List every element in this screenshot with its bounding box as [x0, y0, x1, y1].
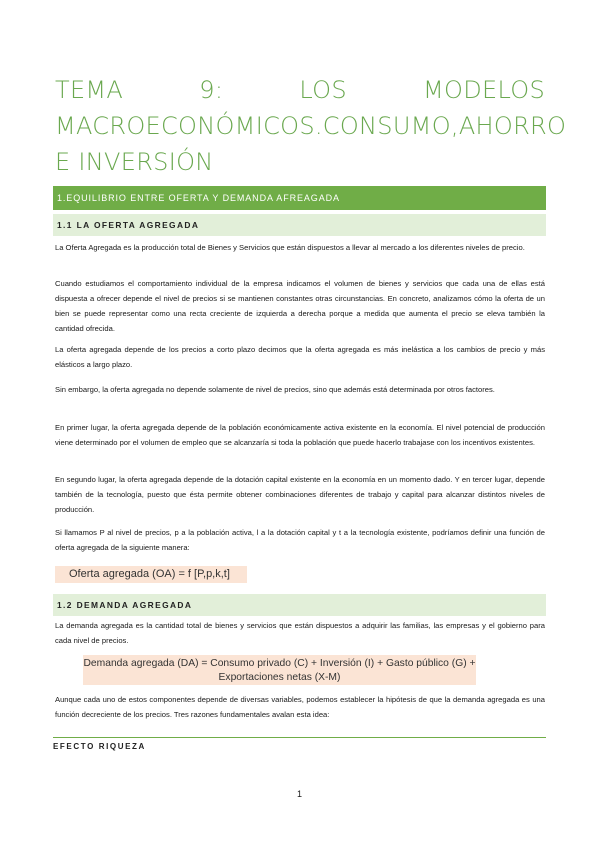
paragraph: Cuando estudiamos el comportamiento individual de la empresa indicamos el volumen de bienes y servicios que cada una de ellas está dispuesta a ofrecer depende el nivel de precios si se mantienen constantes otras circunstancias. En concreto, analizamos cómo la oferta de un bien se puede representar como una recta creciente de izquierda a derecha porque a medida que aumenta el precio se eleva también la cantidad ofrecida. — [55, 279, 545, 333]
paragraph: Si llamamos P al nivel de precios, p a la población activa, l a la dotación capital y t a la tecnología existente, podríamos definir una función de oferta agregada de la siguiente manera: — [55, 528, 545, 552]
title-word: AHORRO — [458, 112, 567, 140]
paragraph: La demanda agregada es la cantidad total de bienes y servicios que están dispuestos a adquirir las familias, las empresas y el gobierno para cada nivel de precios. — [55, 621, 545, 645]
oferta-agregada-formula: Oferta agregada (OA) = f [P,p,k,t] — [55, 566, 247, 583]
demanda-agregada-formula — [83, 655, 476, 685]
title-line-3: E INVERSIÓN — [55, 148, 214, 176]
page-number: 1 — [296, 789, 302, 799]
document-title — [55, 72, 567, 180]
paragraph: La Oferta Agregada es la producción total de Bienes y Servicios que están dispuestos a llevar al mercado a los diferentes niveles de precio. — [55, 243, 525, 252]
title-word: MODELOS — [423, 76, 545, 104]
title-word: CONSUMO, — [322, 112, 459, 140]
title-line-1 — [55, 72, 545, 108]
section-heading-1: 1.EQUILIBRIO ENTRE OFERTA Y DEMANDA AFREAGADA — [53, 186, 546, 210]
paragraph: Aunque cada uno de estos componentes depende de diversas variables, podemos establecer la hipótesis de que la demanda agregada es una función decreciente de los precios. Tres razones fundamentales avalan esta idea: — [55, 695, 545, 719]
paragraph: En segundo lugar, la oferta agregada depende de la dotación capital existente en la economía en un momento dado. Y en tercer lugar, depende también de la tecnología, puesto que ésta permite obtener combinaciones diferentes de trabajo y capital para alcanzar distintos niveles de producción. — [55, 475, 545, 514]
paragraph: La oferta agregada depende de los precios a corto plazo decimos que la oferta agregada es más inelástica a los cambios de precio y más elásticos a largo plazo. — [55, 345, 545, 369]
paragraph: Sin embargo, la oferta agregada no depende solamente de nivel de precios, sino que además está determinada por otros factores. — [55, 385, 495, 394]
title-word: 9: — [199, 76, 224, 104]
subsection-heading-1-1: 1.1 LA OFERTA AGREGADA — [53, 214, 546, 236]
subsection-heading-efecto-riqueza: EFECTO RIQUEZA — [53, 737, 546, 751]
subsection-heading-1-2: 1.2 DEMANDA AGREGADA — [53, 594, 546, 616]
formula-line: Exportaciones netas (X-M) — [218, 672, 341, 683]
title-line-2 — [55, 108, 567, 144]
title-word: LOS — [299, 76, 347, 104]
title-word: TEMA — [55, 76, 124, 104]
title-word: MACROECONÓMICOS. — [55, 112, 323, 140]
paragraph: En primer lugar, la oferta agregada depende de la población económicamente activa existente en la economía. El nivel potencial de producción viene determinado por el volumen de empleo que se alcanzaría si toda la población que puede hacerlo trabajase con los incentivos existentes. — [55, 423, 545, 447]
formula-line: Demanda agregada (DA) = Consumo privado (C) + Inversión (I) + Gasto público (G) + — [83, 658, 476, 669]
